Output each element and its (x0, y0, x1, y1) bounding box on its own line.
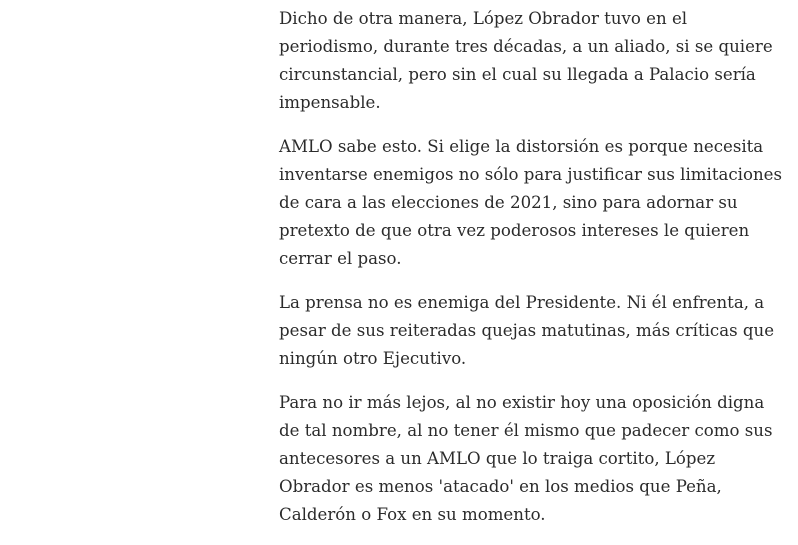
article-body (279, 5, 782, 545)
article-paragraph: La prensa no es enemiga del Presidente. Ni él enfrenta, a pesar de sus reiteradas quejas matutinas, más críticas que ningún otro Ejecutivo. (279, 293, 775, 368)
article-paragraph: AMLO sabe esto. Si elige la distorsión es porque necesita inventarse enemigos no sólo para justificar sus limitaciones de cara a las elecciones de 2021, sino para adornar su pretexto de que otra vez poderosos intereses le quieren cerrar el paso. (279, 137, 783, 268)
article-paragraph: Dicho de otra manera, López Obrador tuvo en el periodismo, durante tres décadas, a un aliado, si se quiere circunstancial, pero sin el cual su llegada a Palacio sería impensable. (279, 9, 773, 112)
article-paragraph: Para no ir más lejos, al no existir hoy una oposición digna de tal nombre, al no tener él mismo que padecer como sus antecesores a un AMLO que lo traiga cortito, López Obrador es menos 'atacado' en los medios que Peña, Calderón o Fox en su momento. (279, 393, 773, 524)
